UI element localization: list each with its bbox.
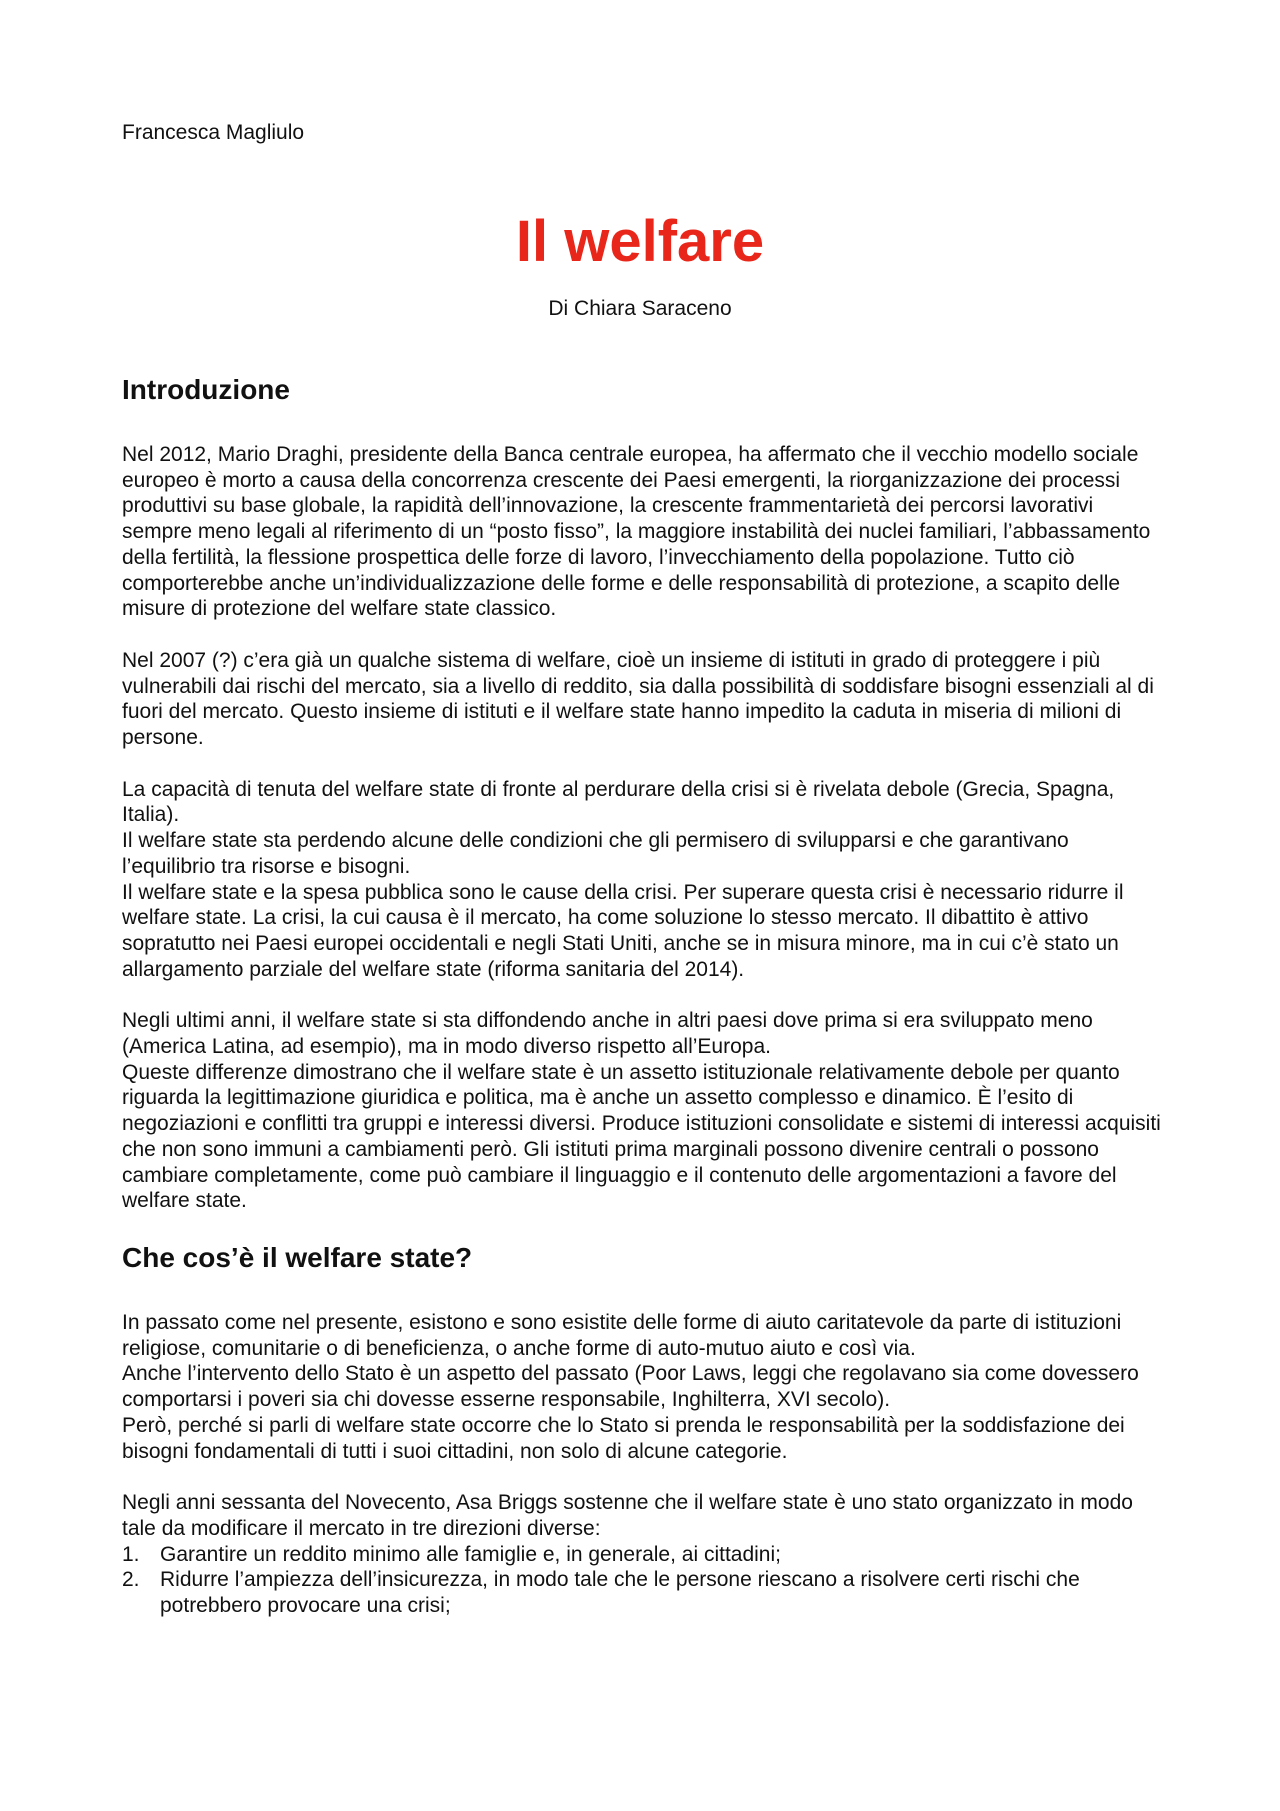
paragraph: In passato come nel presente, esistono e sono esistite delle forme di aiuto caritatevole da parte di istituzioni religiose, comunitarie o di beneficienza, o anche forme di auto-mutuo aiuto e così via.	[122, 1310, 1122, 1360]
paragraph: Il welfare state sta perdendo alcune delle condizioni che gli permisero di svilupparsi e che garantivano l’equilibrio tra risorse e bisogni.	[122, 829, 1069, 878]
list-item-text: Ridurre l’ampiezza dell’insicurezza, in modo tale che le persone riescano a risolvere certi rischi che potrebbero provocare una crisi;	[160, 1568, 1080, 1618]
paragraph: Negli anni sessanta del Novecento, Asa Briggs sostenne che il welfare state è uno stato organizzato in modo tale da modificare il mercato in tre direzioni diverse:	[122, 1491, 1133, 1540]
paragraph: Anche l’intervento dello Stato è un aspetto del passato (Poor Laws, leggi che regolavano sia come dovessero comportarsi i poveri sia chi dovesse esserne responsabile, Inghilterra, XVI secolo).	[122, 1362, 1139, 1412]
list-item-number: 1.	[122, 1542, 140, 1566]
paragraph: Il welfare state e la spesa pubblica sono le cause della crisi. Per superare questa crisi è necessario ridurre il welfare state. La crisi, la cui causa è il mercato, ha come soluzione lo stesso mercato. Il dibattito è attivo sopratutto nei Paesi europei occidentali e negli Stati Uniti, anche se in misura minore, ma in cui c’è stato un allargamento parziale del welfare state (riforma sanitaria del 2014).	[122, 880, 1124, 981]
paragraph: La capacità di tenuta del welfare state di fronte al perdurare della crisi si è rivelata debole (Grecia, Spagna, Italia).	[122, 777, 1115, 827]
list-item-number: 2.	[122, 1568, 140, 1592]
document-subtitle: Di Chiara Saraceno	[548, 297, 732, 320]
list-item	[122, 1542, 1167, 1568]
list-item-text: Garantire un reddito minimo alle famiglie e, in generale, ai cittadini;	[160, 1542, 781, 1566]
paragraph: Negli ultimi anni, il welfare state si sta diffondendo anche in altri paesi dove prima si era sviluppato meno (America Latina, ad esempio), ma in modo diverso rispetto all’Europa.	[122, 1009, 1093, 1059]
document-body	[122, 372, 1167, 1619]
paragraph: Nel 2007 (?) c’era già un qualche sistema di welfare, cioè un insieme di istituti in grado di proteggere i più vulnerabili dai rischi del mercato, sia a livello di reddito, sia dalla possibilità di soddisfare bisogni essenziali al di fuori del mercato. Questo insieme di istituti e il welfare state hanno impedito la caduta in miseria di milioni di persone.	[122, 648, 1154, 750]
paragraph: Nel 2012, Mario Draghi, presidente della Banca centrale europea, ha affermato che il vecchio modello sociale europeo è morto a causa della concorrenza crescente dei Paesi emergenti, la riorganizzazione dei processi produttivi su base globale, la rapidità dell’innovazione, la crescente frammentarietà dei percorsi lavorativi sempre meno legali al riferimento di un “posto fisso”, la maggiore instabilità dei nuclei familiari, l’abbassamento della fertilità, la flessione prospettica delle forze di lavoro, l’invecchiamento della popolazione. Tutto ciò comporterebbe anche un’individualizzazione delle forme e delle responsabilità di protezione, a scapito delle misure di protezione del welfare state classico.	[122, 443, 1151, 621]
paragraph: Però, perché si parli di welfare state occorre che lo Stato si prenda le responsabilità per la soddisfazione dei bisogni fondamentali di tutti i suoi cittadini, non solo di alcune categorie.	[122, 1413, 1125, 1463]
list-item	[122, 1567, 1167, 1618]
section-heading-welfare-state: Che cos’è il welfare state?	[122, 1241, 473, 1273]
numbered-list	[122, 1542, 1167, 1619]
section-heading-introduzione: Introduzione	[122, 374, 290, 405]
author-name: Francesca Magliulo	[122, 121, 305, 144]
paragraph: Queste differenze dimostrano che il welfare state è un assetto istituzionale relativamente debole per quanto riguarda la legittimazione giuridica e politica, ma è anche un assetto complesso e dinamico. È l’esito di negoziazioni e conflitti tra gruppi e interessi diversi. Produce istituzioni consolidate e sistemi di interessi acquisiti che non sono immuni a cambiamenti però. Gli istituti prima marginali possono divenire centrali o possono cambiare completamente, come può cambiare il linguaggio e il contenuto delle argomentazioni a favore del welfare state.	[122, 1060, 1161, 1213]
document-title: Il welfare	[515, 209, 765, 274]
